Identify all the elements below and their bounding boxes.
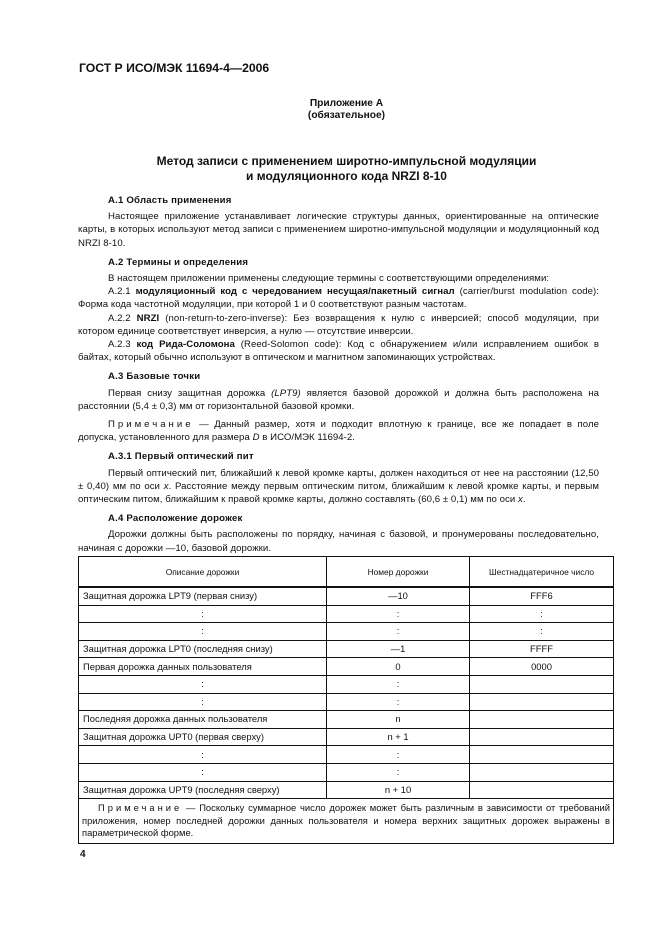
cell-description: Защитная дорожка UPT9 (последняя сверху)	[79, 781, 327, 799]
text-run: в ИСО/МЭК 11694-2.	[259, 432, 355, 444]
cell-hex	[470, 693, 614, 711]
cell-hex: FFFF	[470, 640, 614, 658]
term-number: А.2.3	[108, 339, 137, 351]
section-a3-text	[78, 387, 599, 413]
table-row	[79, 623, 614, 641]
term-definition: (carrier/burst modulation code): Форма кода частотной модуляции, при которой 1 и 0 соответствуют разным частотам.	[78, 286, 599, 311]
column-header-hex: Шестнадцатеричное число	[470, 557, 614, 588]
cell-description: :	[79, 605, 327, 623]
table-row	[79, 587, 614, 605]
section-a3-note	[78, 418, 599, 444]
cell-hex	[470, 675, 614, 693]
cell-description: :	[79, 623, 327, 641]
page-number: 4	[80, 849, 86, 860]
text-run: — Данный размер, хотя и подходит вплотную к границе, все же попадает в поле допуска, установленного для размера	[78, 419, 599, 444]
cell-description: :	[79, 675, 327, 693]
text-run: Первая снизу защитная дорожка	[108, 387, 272, 399]
annex-label: Приложение А	[309, 98, 384, 109]
section-heading-a1: А.1 Область применения	[108, 195, 232, 206]
text-run-italic: D	[252, 432, 260, 444]
annex-heading	[0, 98, 661, 122]
table-row	[79, 675, 614, 693]
section-heading-a3-1: А.3.1 Первый оптический пит	[108, 451, 254, 463]
cell-hex: :	[470, 605, 614, 623]
table-row	[79, 605, 614, 623]
cell-hex	[470, 781, 614, 799]
cell-hex	[470, 746, 614, 764]
table-row	[79, 693, 614, 711]
section-a1-text: Настоящее приложение устанавливает логические структуры данных, ориентированные на оптические карты, в которых используют метод записи с применением широтно-импульсной модуляции и модуляционный код NRZI 8-10.	[78, 211, 599, 249]
annex-title	[0, 154, 661, 184]
cell-track-number: :	[327, 763, 470, 781]
term-name: код Рида-Соломона	[136, 339, 235, 351]
term-a2-1	[78, 285, 599, 311]
cell-track-number: —1	[327, 640, 470, 658]
annex-title-line-1: Метод записи с применением широтно-импульсной модуляции	[156, 154, 537, 168]
term-name: NRZI	[136, 312, 160, 324]
note-label: Примечание	[98, 802, 183, 814]
section-heading-a3: А.3 Базовые точки	[108, 371, 201, 383]
cell-description: Первая дорожка данных пользователя	[79, 658, 327, 676]
cell-track-number: :	[327, 605, 470, 623]
term-number: А.2.1	[108, 286, 136, 298]
cell-track-number: n + 10	[327, 781, 470, 799]
term-definition: (non-return-to-zero-inverse): Без возвращения к нулю с инверсией; способ модуляции, при котором единице соответствует инверсия, а нулю — отсутствие инверсии.	[78, 312, 599, 337]
document-header-standard-id: ГОСТ Р ИСО/МЭК 11694-4—2006	[79, 61, 270, 75]
table-note-row	[79, 799, 614, 844]
table-row	[79, 640, 614, 658]
section-heading-a2: А.2 Термины и определения	[108, 256, 249, 268]
text-run-italic: (LPT9)	[271, 387, 301, 399]
section-a2-intro: В настоящем приложении применены следующие термины с соответствующими определениями:	[108, 273, 550, 285]
cell-track-number: —10	[327, 587, 470, 605]
table-row	[79, 746, 614, 764]
section-heading-a4: А.4 Расположение дорожек	[108, 513, 243, 525]
cell-hex	[470, 763, 614, 781]
cell-description: :	[79, 693, 327, 711]
term-definition: (Reed-Solomon code): Код с обнаружением и/или исправлением ошибок в байтах, который обычно используют в оптическом и магнитном запоминающих устройствах.	[78, 339, 599, 364]
section-a3-1-text	[78, 467, 599, 507]
text-run-italic: x	[163, 480, 169, 492]
track-layout-table	[78, 556, 614, 844]
cell-description: :	[79, 763, 327, 781]
document-body	[78, 194, 599, 555]
note-text: — Поскольку суммарное число дорожек может быть различным в зависимости от требований приложения, номер последней дорожки данных пользователя и номера верхних защитных дорожек выражены в параметрической форме.	[82, 802, 610, 839]
annex-status: (обязательное)	[307, 110, 386, 121]
text-run: . Расстояние между первым оптическим питом, ближайшим к левой кромке карты, и первым оптическим питом, ближайшим к правой кромке карты, должно составлять (60,6 ± 0,1) мм по оси	[78, 480, 600, 506]
section-a4-text: Дорожки должны быть расположены по порядку, начиная с базовой, и пронумерованы последовательно, начиная с дорожки —10, базовой дорожки.	[78, 529, 599, 554]
term-a2-3	[78, 338, 599, 364]
text-run: является базовой дорожкой и должна быть расположена на расстоянии (5,4 ± 0,3) мм от горизонтальной базовой кромки.	[78, 387, 599, 412]
cell-track-number: n	[327, 711, 470, 729]
cell-description: Защитная дорожка LPT0 (последняя снизу)	[79, 640, 327, 658]
table-row	[79, 763, 614, 781]
text-run: Первый оптический пит, ближайший к левой кромке карты, должен находиться от нее на расстоянии (12,50 ± 0,40) мм по оси	[78, 467, 599, 492]
cell-description: Последняя дорожка данных пользователя	[79, 711, 327, 729]
cell-description: :	[79, 746, 327, 764]
term-name: модуляционный код с чередованием несущая/пакетный сигнал	[135, 286, 455, 298]
cell-description: Защитная дорожка LPT9 (первая снизу)	[79, 587, 327, 605]
column-header-track-number: Номер дорожки	[327, 557, 470, 588]
cell-track-number: n + 1	[327, 728, 470, 746]
cell-track-number: :	[327, 675, 470, 693]
table-row	[79, 728, 614, 746]
table-note	[79, 799, 614, 844]
table-header-row	[79, 557, 614, 588]
cell-hex: 0000	[470, 658, 614, 676]
table-row	[79, 658, 614, 676]
cell-track-number: :	[327, 746, 470, 764]
cell-track-number: :	[327, 623, 470, 641]
column-header-description: Описание дорожки	[79, 557, 327, 588]
cell-hex	[470, 711, 614, 729]
cell-track-number: :	[327, 693, 470, 711]
cell-hex: FFF6	[470, 587, 614, 605]
text-run: .	[522, 494, 526, 506]
table-row	[79, 711, 614, 729]
note-label: Примечание	[108, 419, 194, 431]
term-number: А.2.2	[108, 312, 137, 324]
cell-track-number: 0	[327, 658, 470, 676]
term-a2-2	[78, 312, 599, 338]
annex-title-line-2: и модуляционного кода NRZI 8-10	[246, 169, 447, 183]
cell-hex	[470, 728, 614, 746]
text-run-italic: x	[518, 494, 523, 506]
cell-hex: :	[470, 623, 614, 641]
cell-description: Защитная дорожка UPT0 (первая сверху)	[79, 728, 327, 746]
table-row	[79, 781, 614, 799]
